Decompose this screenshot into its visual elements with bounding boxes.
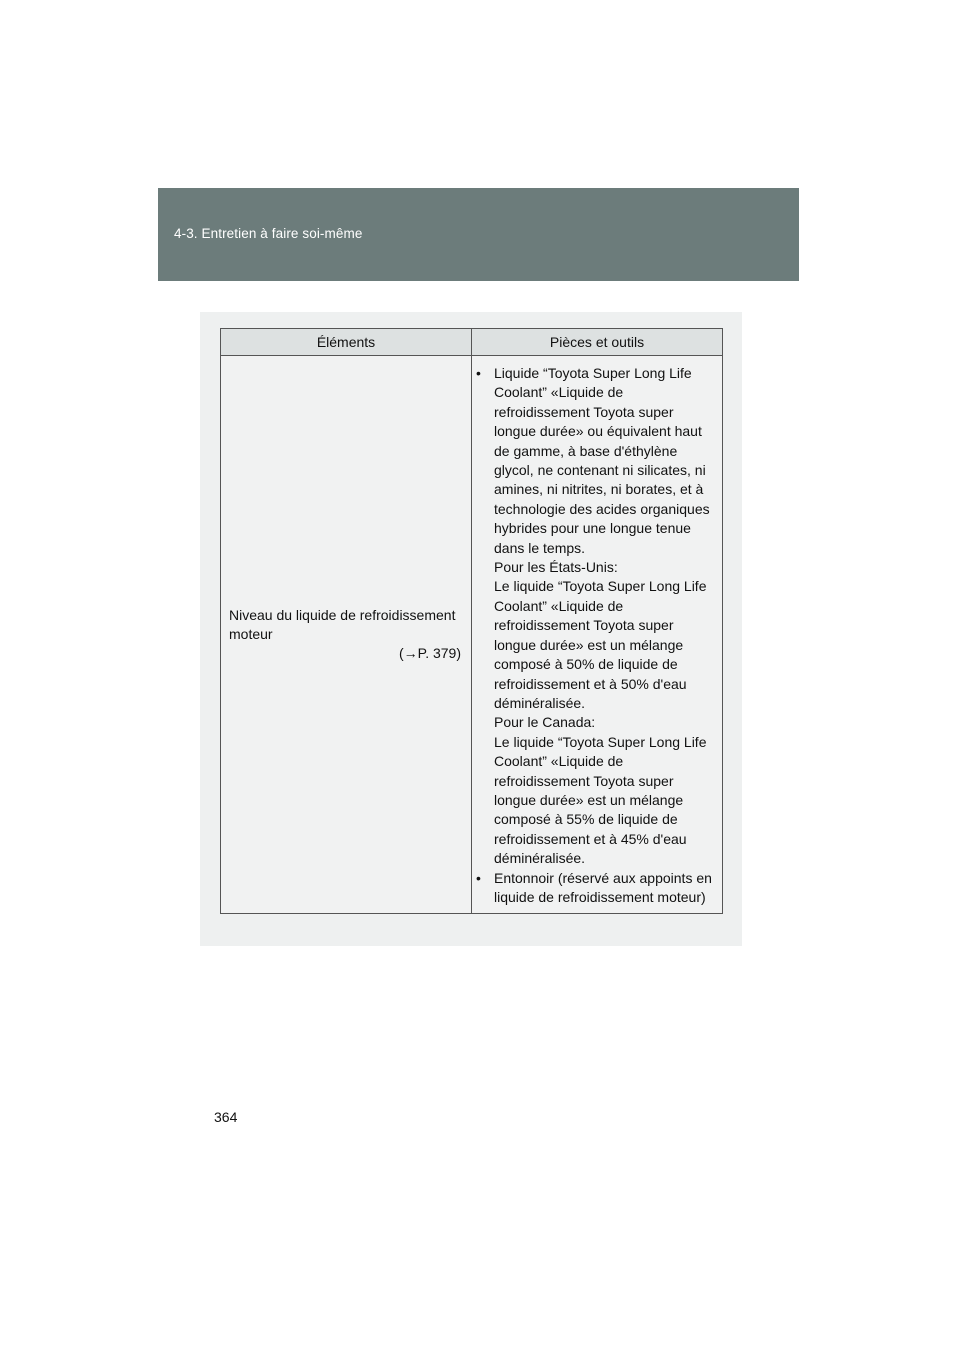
list-item-text: Entonnoir (réservé aux appoints en liquide de refroidissement moteur) [494, 869, 712, 905]
item-name: Niveau du liquide de refroidissement moteur [229, 606, 456, 642]
bullet-icon: • [476, 365, 481, 381]
page-number: 364 [214, 1109, 238, 1125]
list-item [476, 364, 718, 558]
list-item [476, 713, 718, 732]
table-header-row [221, 329, 723, 356]
section-title: 4-3. Entretien à faire soi-même [174, 226, 363, 241]
parts-cell [472, 356, 723, 914]
list-item-text: Pour le Canada: [494, 714, 596, 731]
list-item-text: Le liquide “Toyota Super Long Life Coolant” «Liquide de refroidissement Toyota super longue durée» est un mélange composé à 50% de liquide de refroidissement et à 50% d'eau déminéralisée. [494, 578, 707, 711]
list-item [476, 869, 718, 908]
parts-tools-table [220, 328, 723, 914]
list-item [476, 733, 718, 869]
section-header-band [158, 188, 799, 281]
list-item-text: Liquide “Toyota Super Long Life Coolant” «Liquide de refroidissement Toyota super longue durée» ou équivalent haut de gamme, à base d'éthylène glycol, ne contenant ni silicates, ni amines, ni nitrites, ni borates, et à technologie des acides organiques hybrides pour une longue tenue dans le temps. [494, 365, 710, 556]
column-header-parts-tools: Pièces et outils [472, 329, 723, 356]
column-header-items: Éléments [221, 329, 472, 356]
list-item-text: Le liquide “Toyota Super Long Life Coolant” «Liquide de refroidissement Toyota super longue durée» est un mélange composé à 55% de liquide de refroidissement et à 45% d'eau déminéralisée. [494, 733, 707, 867]
page-reference-link[interactable]: (→P. 379) [399, 645, 461, 662]
item-cell [221, 356, 472, 914]
maintenance-table-panel [200, 312, 742, 946]
list-item [476, 558, 718, 577]
table-row [221, 356, 723, 914]
list-item [476, 577, 718, 713]
list-item-text: Pour les États-Unis: [494, 559, 618, 576]
parts-list [476, 364, 718, 907]
bullet-icon: • [476, 869, 481, 886]
